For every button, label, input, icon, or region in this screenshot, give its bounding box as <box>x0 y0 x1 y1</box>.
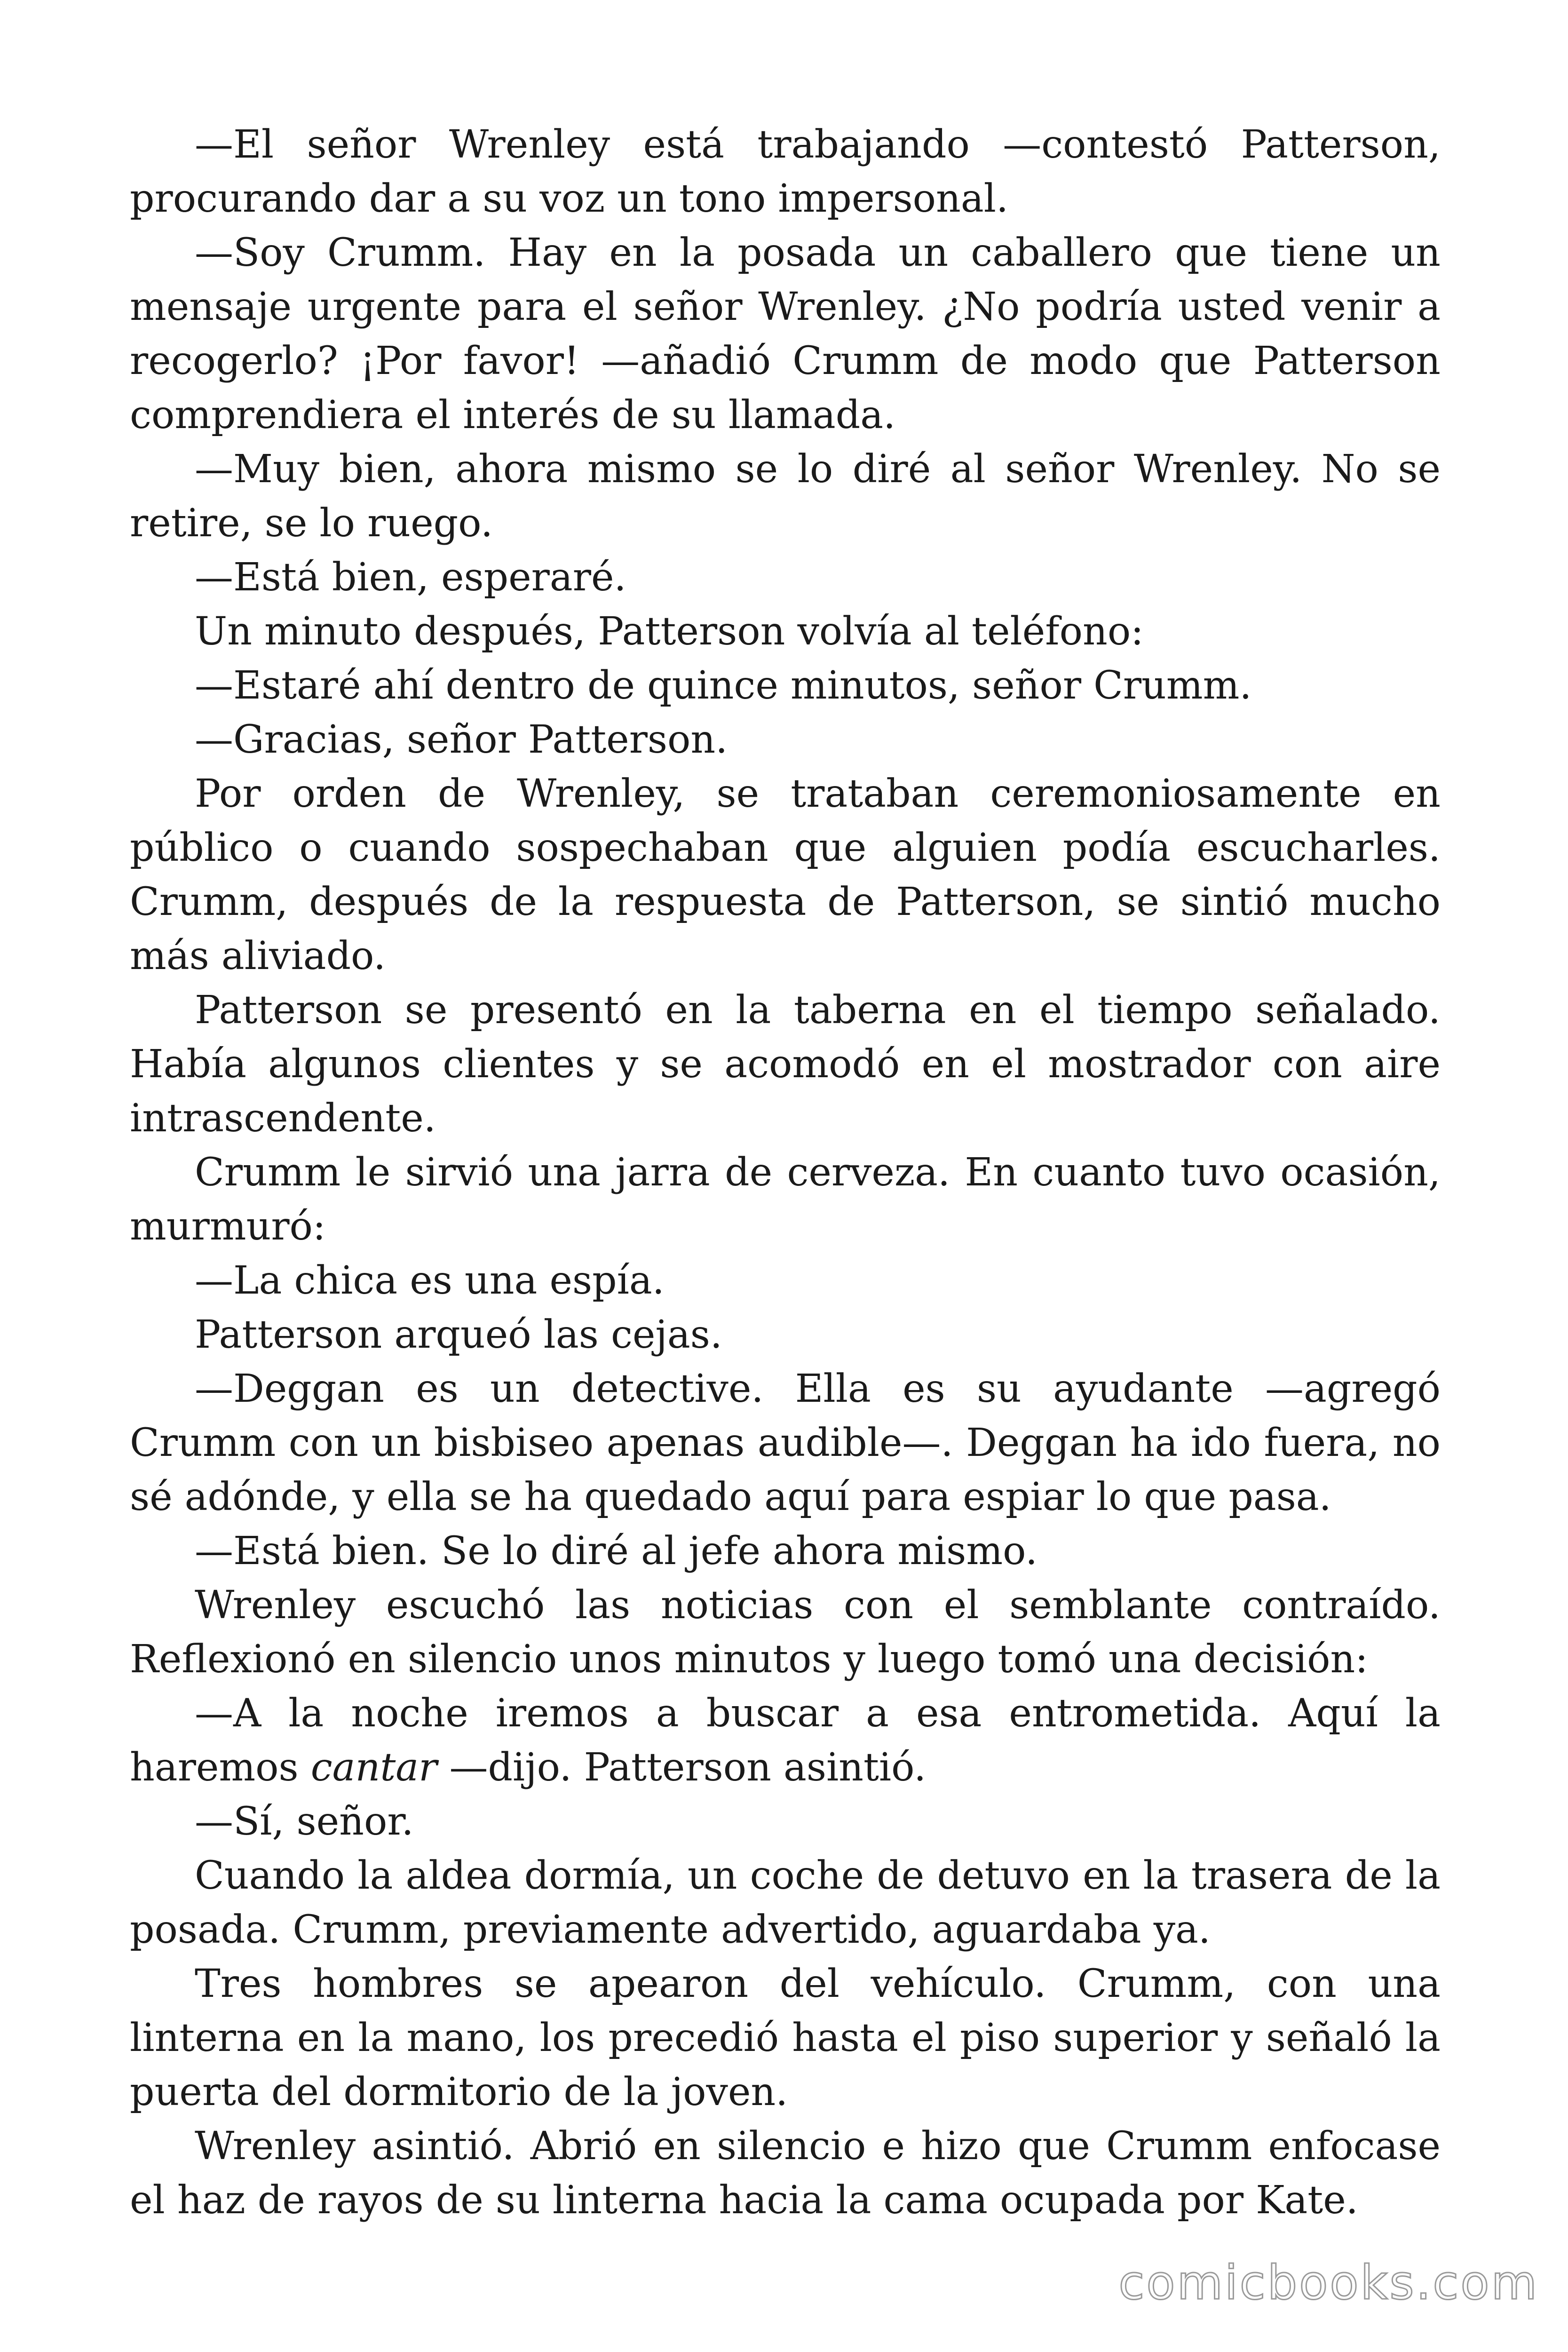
paragraph: —Está bien, esperaré. <box>195 555 626 600</box>
paragraph: —Está bien. Se lo diré al jefe ahora mismo. <box>195 1529 1038 1573</box>
italic-word: cantar <box>310 1745 437 1790</box>
paragraph: —El señor Wrenley está trabajando —contestó Patterson, procurando dar a su voz un tono impersonal. <box>130 122 1441 221</box>
page-body-text <box>130 118 1441 2227</box>
paragraph: —Muy bien, ahora mismo se lo diré al señor Wrenley. No se retire, se lo ruego. <box>130 447 1441 546</box>
paragraph: Patterson arqueó las cejas. <box>195 1312 722 1357</box>
paragraph: —Gracias, señor Patterson. <box>195 717 728 762</box>
paragraph: Por orden de Wrenley, se trataban ceremoniosamente en público o cuando sospechaban que alguien podía escucharles. Crumm, después de la respuesta de Patterson, se sintió mucho más aliviado. <box>130 771 1441 978</box>
paragraph: Wrenley asintió. Abrió en silencio e hizo que Crumm enfocase el haz de rayos de su linterna hacia la cama ocupada por Kate. <box>130 2124 1441 2223</box>
paragraph: —Deggan es un detective. Ella es su ayudante —agregó Crumm con un bisbiseo apenas audible—. Deggan ha ido fuera, no sé adónde, y ella se ha quedado aquí para espiar lo que pasa. <box>130 1367 1441 1519</box>
paragraph-text-after: —dijo. Patterson asintió. <box>437 1745 927 1790</box>
paragraph: —La chica es una espía. <box>195 1258 665 1303</box>
paragraph: Crumm le sirvió una jarra de cerveza. En cuanto tuvo ocasión, murmuró: <box>130 1150 1441 1249</box>
paragraph: Cuando la aldea dormía, un coche de detuvo en la trasera de la posada. Crumm, previamente advertido, aguardaba ya. <box>130 1853 1441 1952</box>
paragraph: —Estaré ahí dentro de quince minutos, señor Crumm. <box>195 663 1252 708</box>
paragraph: Un minuto después, Patterson volvía al teléfono: <box>195 609 1144 654</box>
paragraph: Wrenley escuchó las noticias con el semblante contraído. Reflexionó en silencio unos minutos y luego tomó una decisión: <box>130 1583 1441 1682</box>
watermark: comicbooks.com <box>1118 2255 1539 2310</box>
paragraph-with-italic <box>130 1686 1441 1795</box>
paragraph: —Sí, señor. <box>195 1799 414 1844</box>
paragraph: Patterson se presentó en la taberna en el tiempo señalado. Había algunos clientes y se acomodó en el mostrador con aire intrascendente. <box>130 988 1441 1141</box>
paragraph-text-before: —A la noche iremos a buscar a esa entrometida. Aquí la haremos <box>130 1691 1441 1790</box>
paragraph: Tres hombres se apearon del vehículo. Crumm, con una linterna en la mano, los precedió hasta el piso superior y señaló la puerta del dormitorio de la joven. <box>130 1962 1441 2114</box>
paragraph: —Soy Crumm. Hay en la posada un caballero que tiene un mensaje urgente para el señor Wrenley. ¿No podría usted venir a recogerlo? ¡Por favor! —añadió Crumm de modo que Patterson comprendiera el interés de su llamada. <box>130 230 1441 437</box>
